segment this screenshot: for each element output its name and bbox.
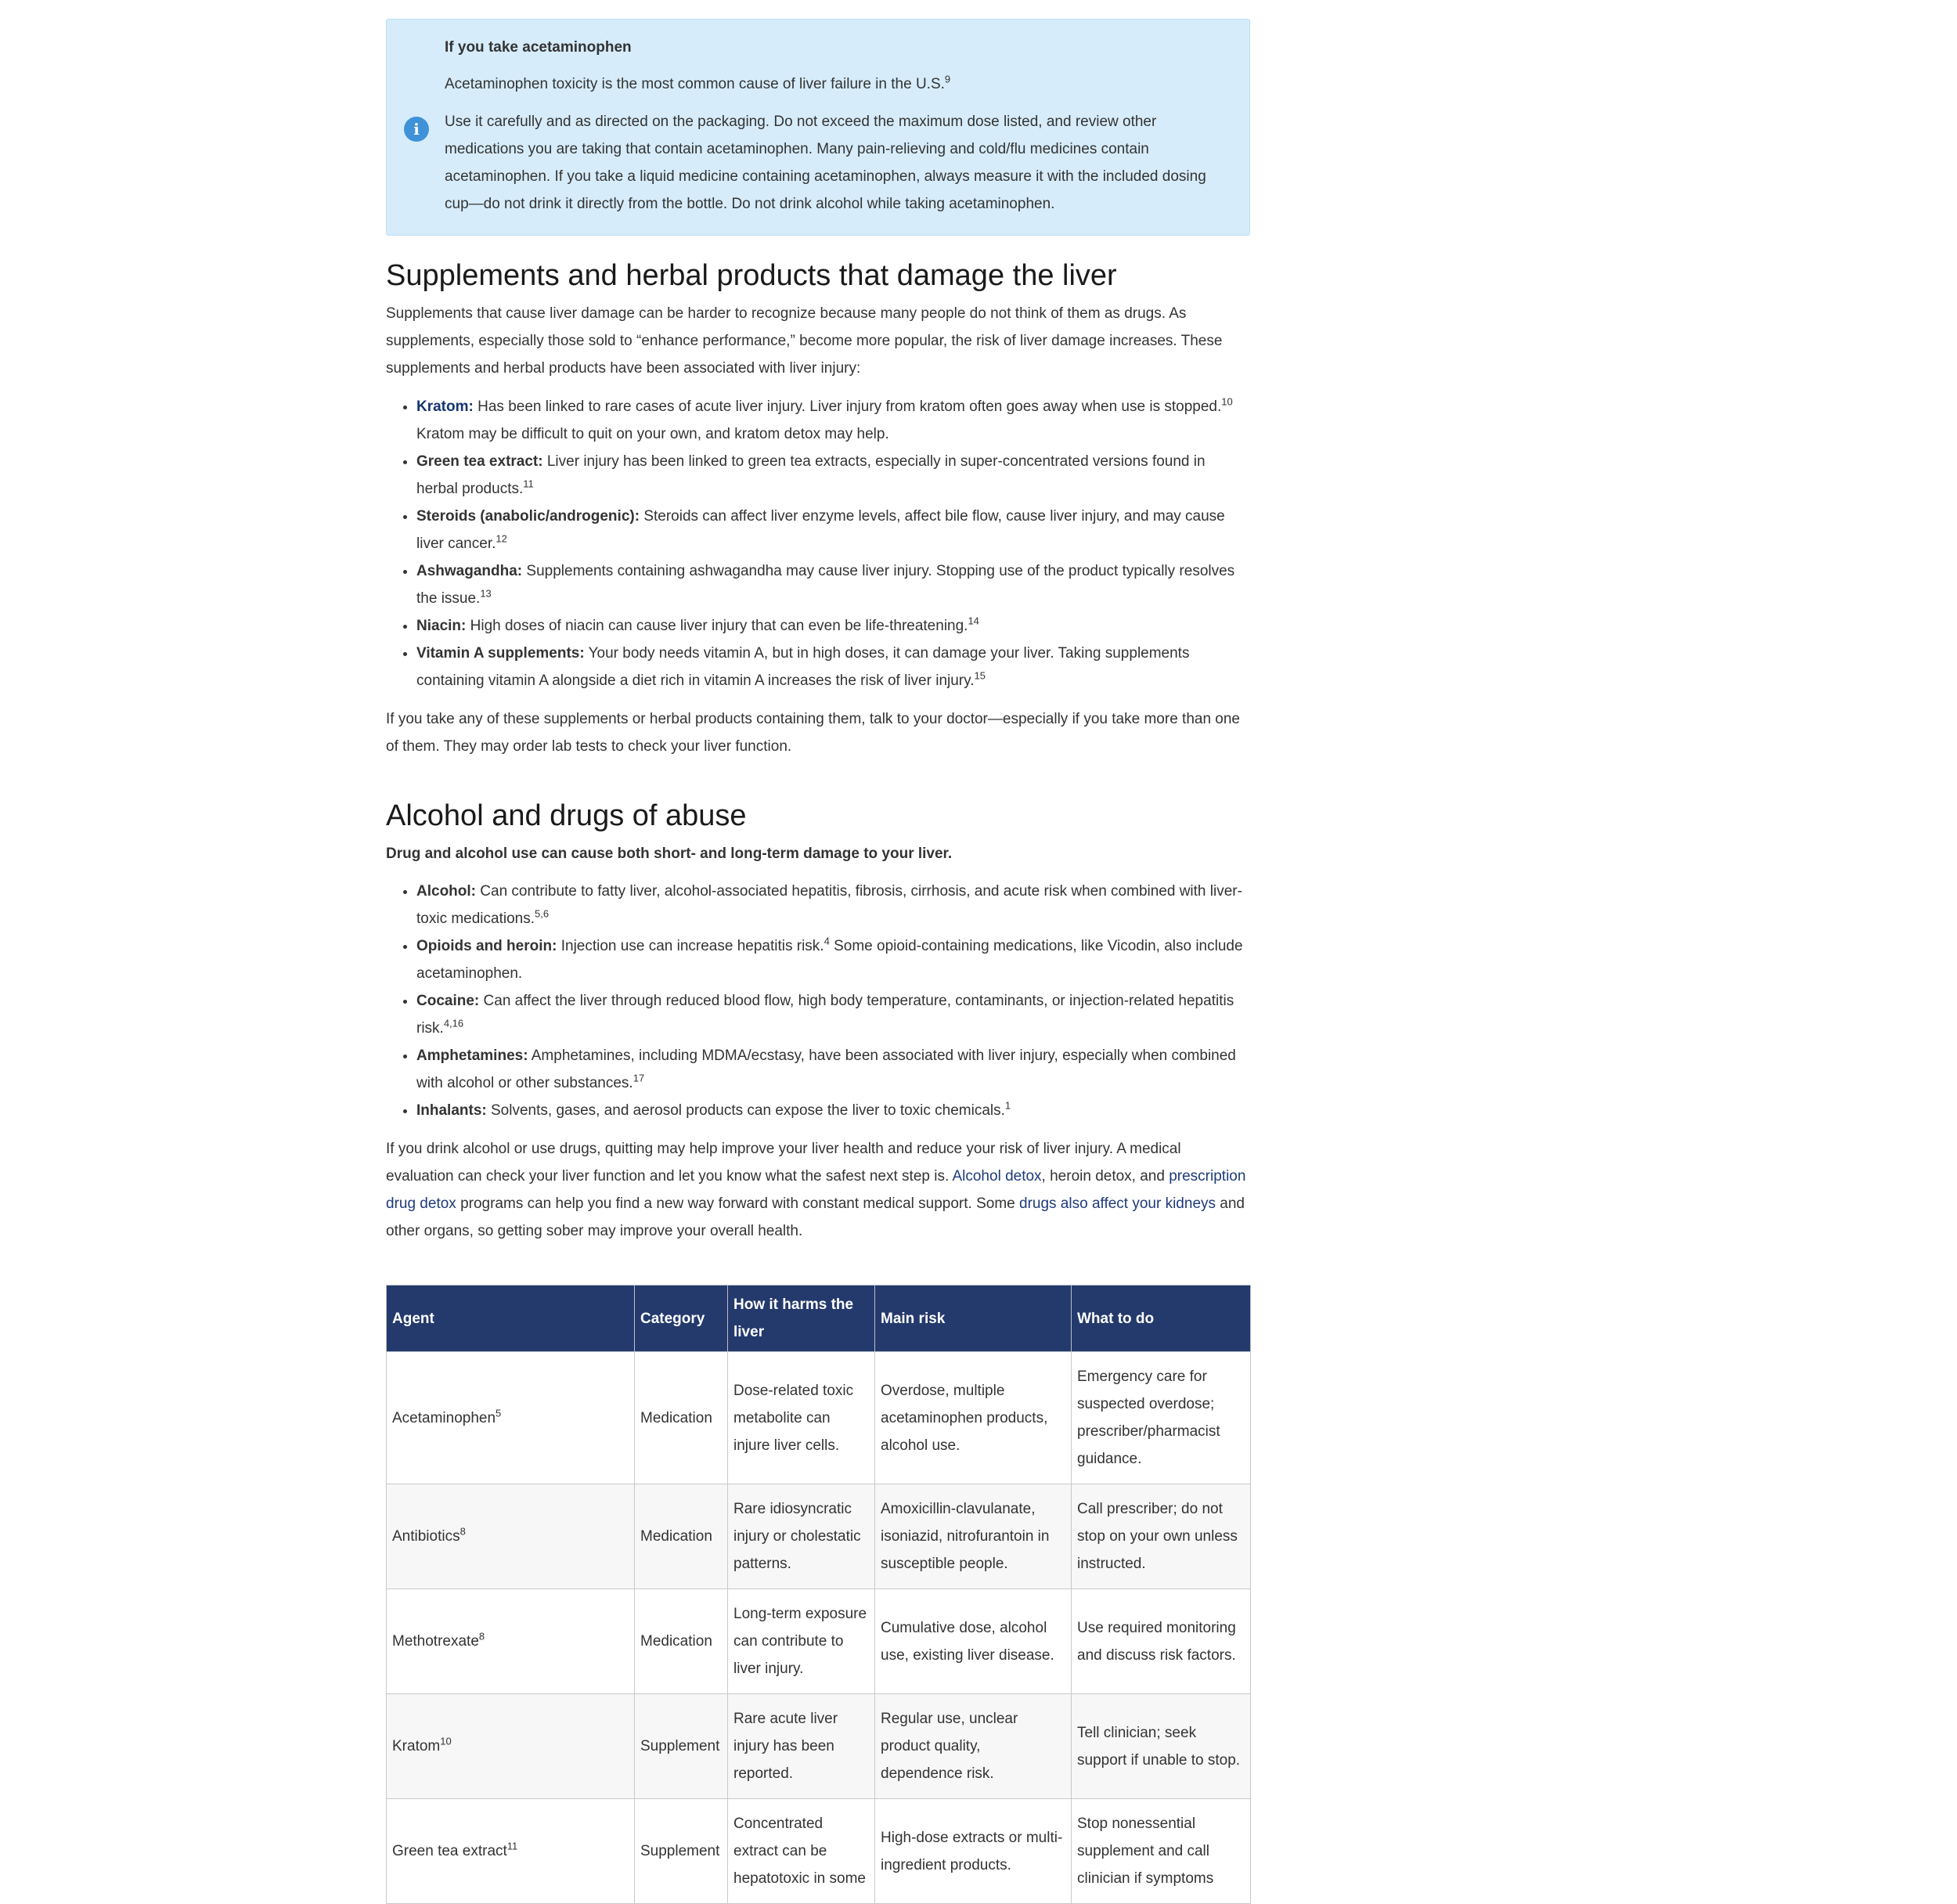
- list-item: [416, 878, 1250, 932]
- outro-text: If you drink alcohol or use drugs, quitting may help improve your liver health and reduce your risk of liver injury. A medical evaluation can check your liver function and let you know what the safest next step is.: [386, 1141, 1181, 1185]
- item-text: Supplements containing ashwagandha may cause liver injury. Stopping use of the product typically resolves the issue.: [416, 563, 1235, 607]
- item-term: Vitamin A supplements:: [416, 645, 585, 662]
- action-cell: Use required monitoring and discuss risk factors.: [1072, 1589, 1251, 1694]
- item-text: Has been linked to rare cases of acute liver injury. Liver injury from kratom often goes away when use is stopped.: [473, 398, 1222, 415]
- category-cell: Medication: [635, 1352, 728, 1484]
- column-header-harm: How it harms the liver: [728, 1286, 875, 1352]
- category-cell: Medication: [635, 1484, 728, 1589]
- footnote-ref: 4: [824, 935, 830, 947]
- item-text: Solvents, gases, and aerosol products can expose the liver to toxic chemicals.: [486, 1102, 1005, 1119]
- supplements-heading: Supplements and herbal products that damage the liver: [386, 259, 1117, 292]
- list-item: [416, 612, 1250, 640]
- agent-cell: [387, 1352, 635, 1484]
- footnote-ref: 11: [523, 478, 534, 490]
- outro-text: programs can help you find a new way forward with constant medical support. Some: [456, 1195, 1019, 1212]
- list-item: [416, 1097, 1250, 1124]
- footnote-ref: 17: [633, 1072, 645, 1084]
- agent-cell: [387, 1694, 635, 1799]
- item-text: Can affect the liver through reduced blood flow, high body temperature, contaminants, or injection-related hepatitis risk.: [416, 993, 1234, 1037]
- supplements-outro: If you take any of these supplements or herbal products containing them, talk to your doctor—especially if you take more than one of them. They may order lab tests to check your liver function.: [386, 711, 1240, 755]
- table-row: [387, 1694, 1251, 1799]
- list-item: [416, 557, 1250, 612]
- liver-agents-table: [386, 1285, 1251, 1904]
- alcohol-lead: Drug and alcohol use can cause both short- and long-term damage to your liver.: [386, 846, 953, 862]
- outro-text: , heroin detox, and: [1041, 1168, 1170, 1185]
- agent-cell: [387, 1799, 635, 1904]
- harm-cell: Long-term exposure can contribute to liver injury.: [728, 1589, 875, 1694]
- alcohol-heading: Alcohol and drugs of abuse: [386, 799, 747, 832]
- item-text: Your body needs vitamin A, but in high doses, it can damage your liver. Taking supplements containing vitamin A alongside a diet rich in vitamin A increases the risk of liver injury.: [416, 645, 1190, 689]
- callout-title: If you take acetaminophen: [445, 39, 632, 56]
- agent-name: Acetaminophen: [392, 1409, 496, 1426]
- list-item: [416, 932, 1250, 987]
- harm-cell: Rare acute liver injury has been reported.: [728, 1694, 875, 1799]
- harm-cell: Rare idiosyncratic injury or cholestatic patterns.: [728, 1484, 875, 1589]
- item-term: Green tea extract:: [416, 453, 543, 470]
- item-text: Kratom may be difficult to quit on your own, and kratom detox may help.: [416, 426, 889, 442]
- footnote-ref: 8: [478, 1630, 485, 1643]
- category-cell: Medication: [635, 1589, 728, 1694]
- item-text: Liver injury has been linked to green tea extracts, especially in super-concentrated versions found in herbal products.: [416, 453, 1206, 497]
- table-header-row: [387, 1286, 1251, 1352]
- article-column: [386, 19, 1250, 1904]
- footnote-ref: 13: [480, 587, 492, 600]
- agent-name: Green tea extract: [392, 1843, 507, 1859]
- kratom-link[interactable]: Kratom:: [416, 398, 474, 415]
- column-header-risk: Main risk: [875, 1286, 1072, 1352]
- callout-paragraph-1: [445, 70, 1227, 98]
- action-cell: Tell clinician; seek support if unable to stop.: [1072, 1694, 1251, 1799]
- alcohol-list: [386, 878, 1250, 1124]
- category-cell: Supplement: [635, 1799, 728, 1904]
- alcohol-detox-link[interactable]: Alcohol detox: [952, 1168, 1042, 1185]
- harm-cell: Concentrated extract can be hepatotoxic in some: [728, 1799, 875, 1904]
- column-header-agent: Agent: [387, 1286, 635, 1352]
- footnote-ref: 5,6: [535, 907, 550, 920]
- category-cell: Supplement: [635, 1694, 728, 1799]
- item-term: Inhalants:: [416, 1102, 487, 1119]
- item-term: Cocaine:: [416, 993, 480, 1009]
- table-row: [387, 1484, 1251, 1589]
- item-term: Opioids and heroin:: [416, 938, 557, 954]
- supplements-list: [386, 393, 1250, 694]
- footnote-ref: 4,16: [443, 1017, 464, 1030]
- outro-text: and other organs, so getting sober may improve your overall health.: [386, 1195, 1245, 1239]
- info-icon: i: [404, 117, 429, 142]
- list-item: [416, 987, 1250, 1042]
- footnote-ref: 8: [460, 1525, 466, 1538]
- column-header-category: Category: [635, 1286, 728, 1352]
- footnote-ref: 12: [496, 532, 507, 545]
- agent-name: Antibiotics: [392, 1528, 460, 1545]
- action-cell: Stop nonessential supplement and call clinician if symptoms: [1072, 1799, 1251, 1904]
- item-text: Injection use can increase hepatitis risk.: [557, 938, 824, 954]
- list-item: [416, 503, 1250, 557]
- footnote-ref: 14: [968, 615, 979, 627]
- list-item: [416, 448, 1250, 503]
- item-term: Steroids (anabolic/androgenic):: [416, 508, 640, 525]
- item-term: Alcohol:: [416, 883, 476, 900]
- agent-cell: [387, 1589, 635, 1694]
- list-item-kratom: [416, 393, 1250, 448]
- footnote-ref: 1: [1004, 1099, 1011, 1112]
- footnote-ref: 10: [440, 1735, 452, 1747]
- item-text: Amphetamines, including MDMA/ecstasy, have been associated with liver injury, especially when combined with alcohol or other substances.: [416, 1048, 1236, 1091]
- item-term: Niacin:: [416, 618, 467, 634]
- supplements-intro: Supplements that cause liver damage can be harder to recognize because many people do not think of them as drugs. As supplements, especially those sold to “enhance performance,” become more popular, the risk of liver damage increases. These supplements and herbal products have been associated with liver injury:: [386, 305, 1223, 377]
- kidneys-link[interactable]: drugs also affect your kidneys: [1019, 1195, 1216, 1212]
- table-row: [387, 1589, 1251, 1694]
- risk-cell: Regular use, unclear product quality, dependence risk.: [875, 1694, 1072, 1799]
- risk-cell: Overdose, multiple acetaminophen products, alcohol use.: [875, 1352, 1072, 1484]
- table-row: [387, 1352, 1251, 1484]
- list-item: [416, 640, 1250, 694]
- item-term: Ashwagandha:: [416, 563, 523, 579]
- prescription-drug-detox-link[interactable]: prescription drug detox: [386, 1168, 1246, 1212]
- agent-name: Methotrexate: [392, 1633, 479, 1650]
- risk-cell: Amoxicillin-clavulanate, isoniazid, nitrofurantoin in susceptible people.: [875, 1484, 1072, 1589]
- footnote-ref: 15: [974, 669, 986, 682]
- alcohol-outro: [386, 1135, 1250, 1245]
- risk-cell: High-dose extracts or multi-ingredient products.: [875, 1799, 1072, 1904]
- item-text: Steroids can affect liver enzyme levels, affect bile flow, cause liver injury, and may cause liver cancer.: [416, 508, 1225, 552]
- table-row: [387, 1799, 1251, 1904]
- action-cell: Call prescriber; do not stop on your own unless instructed.: [1072, 1484, 1251, 1589]
- agent-name: Kratom: [392, 1738, 441, 1754]
- footnote-ref: 11: [506, 1840, 518, 1852]
- column-header-action: What to do: [1072, 1286, 1251, 1352]
- footnote-ref: 5: [496, 1407, 502, 1419]
- action-cell: Emergency care for suspected overdose; prescriber/pharmacist guidance.: [1072, 1352, 1251, 1484]
- risk-cell: Cumulative dose, alcohol use, existing liver disease.: [875, 1589, 1072, 1694]
- item-text: High doses of niacin can cause liver injury that can even be life-threatening.: [466, 618, 968, 634]
- list-item: [416, 1042, 1250, 1097]
- agent-cell: [387, 1484, 635, 1589]
- item-text: Some opioid-containing medications, like Vicodin, also include acetaminophen.: [416, 938, 1243, 982]
- acetaminophen-callout: [386, 19, 1250, 236]
- item-text: Can contribute to fatty liver, alcohol-associated hepatitis, fibrosis, cirrhosis, and acute risk when combined with liver-toxic medications.: [416, 883, 1242, 927]
- harm-cell: Dose-related toxic metabolite can injure liver cells.: [728, 1352, 875, 1484]
- footnote-ref: 10: [1221, 395, 1233, 408]
- callout-paragraph-2: Use it carefully and as directed on the packaging. Do not exceed the maximum dose listed, and review other medications you are taking that contain acetaminophen. Many pain-relieving and cold/flu medicines contain acetaminophen. If you take a liquid medicine containing acetaminophen, always measure it with the included dosing cup—do not drink it directly from the bottle. Do not drink alcohol while taking acetaminophen.: [445, 114, 1206, 212]
- callout-p1-text: Acetaminophen toxicity is the most common cause of liver failure in the U.S.: [445, 76, 945, 92]
- item-term: Amphetamines:: [416, 1048, 528, 1064]
- footnote-ref: 9: [944, 73, 951, 85]
